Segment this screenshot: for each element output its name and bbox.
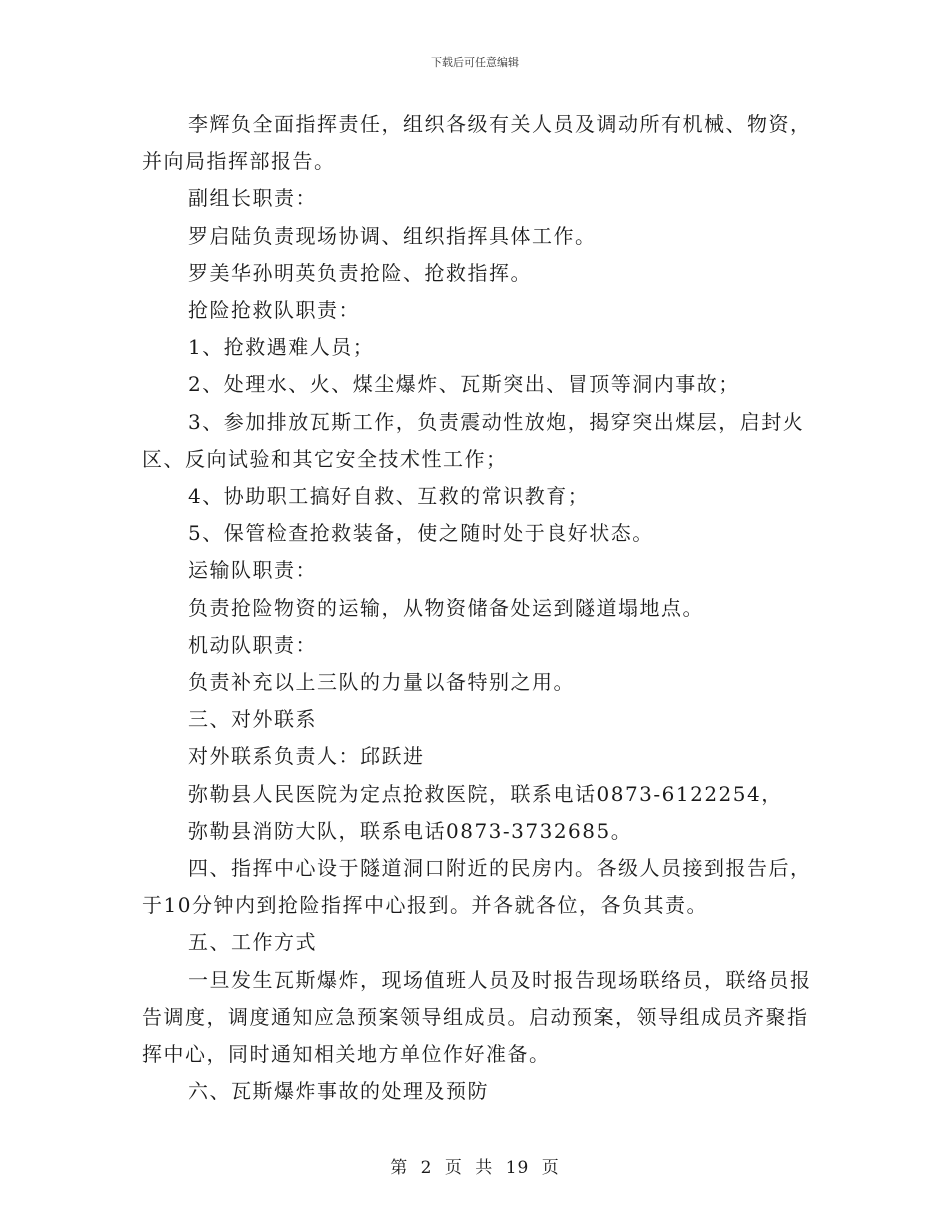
header-note: 下载后可任意编辑 xyxy=(431,56,519,69)
paragraph-rescue-heading: 抢险抢救队职责： xyxy=(188,298,360,323)
paragraph-fire-brigade-contact: 弥勒县消防大队，联系电话0873-3732685。 xyxy=(188,818,633,843)
section-heading-external-contact: 三、对外联系 xyxy=(188,707,317,732)
paragraph-mobile-duty: 负责补充以上三队的力量以备特别之用。 xyxy=(188,670,575,695)
section-heading-work-method: 五、工作方式 xyxy=(188,930,317,955)
paragraph-rescue-item-2: 2、处理水、火、煤尘爆炸、瓦斯突出、冒顶等洞内事故； xyxy=(188,372,740,397)
paragraph-command-center: 四、指挥中心设于隧道洞口附近的民房内。各级人员接到报告后，于10分钟内到抢险指挥中心报到。并各就各位，各负其责。 xyxy=(142,856,812,918)
paragraph-contact-person: 对外联系负责人：邱跃进 xyxy=(188,744,425,769)
paragraph-transport-duty: 负责抢险物资的运输，从物资储备处运到隧道塌地点。 xyxy=(188,595,704,620)
paragraph-work-method: 一旦发生瓦斯爆炸，现场值班人员及时报告现场联络员，联络员报告调度，调度通知应急预案领导组成员。启动预案，领导组成员齐聚指挥中心，同时通知相关地方单位作好准备。 xyxy=(142,967,812,1067)
document-body xyxy=(142,106,812,1110)
paragraph-rescue-item-4: 4、协助职工搞好自救、互救的常识教育； xyxy=(188,484,590,509)
paragraph-deputy-2: 罗美华孙明英负责抢险、抢救指挥。 xyxy=(188,260,532,285)
paragraph-deputy-heading: 副组长职责： xyxy=(188,186,317,211)
paragraph-rescue-item-3: 3、参加排放瓦斯工作，负责震动性放炮，揭穿突出煤层，启封火区、反向试验和其它安全技术性工作； xyxy=(142,409,805,471)
paragraph-deputy-1: 罗启陆负责现场协调、组织指挥具体工作。 xyxy=(188,223,597,248)
page-number: 第 2 页 共 19 页 xyxy=(390,1158,560,1178)
section-heading-gas-explosion: 六、瓦斯爆炸事故的处理及预防 xyxy=(188,1079,489,1104)
paragraph-hospital-contact: 弥勒县人民医院为定点抢救医院，联系电话0873-6122254， xyxy=(188,781,783,806)
paragraph-mobile-heading: 机动队职责： xyxy=(188,632,317,657)
paragraph-leader-duty: 李辉负全面指挥责任，组织各级有关人员及调动所有机械、物资，并向局指挥部报告。 xyxy=(142,112,812,174)
paragraph-rescue-item-1: 1、抢救遇难人员； xyxy=(188,335,375,360)
paragraph-transport-heading: 运输队职责： xyxy=(188,558,317,583)
paragraph-rescue-item-5: 5、保管检查抢救装备，使之随时处于良好状态。 xyxy=(188,521,654,546)
